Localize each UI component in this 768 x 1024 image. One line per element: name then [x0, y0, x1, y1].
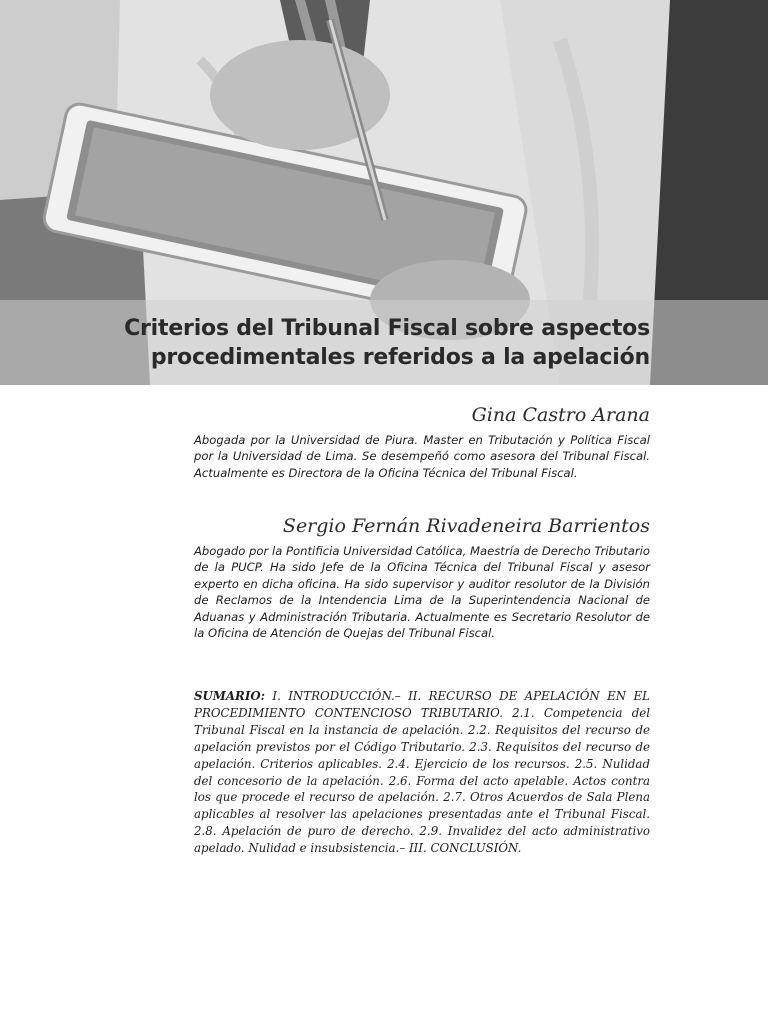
- summary-label: SUMARIO:: [194, 689, 265, 703]
- author-bio-2: Abogado por la Pontificia Universidad Católica, Maestría de Derecho Tributario de la PUCP. Ha sido Jefe de la Oficina Técnica del Tribunal Fiscal y asesor experto en dicha oficina. Ha sido supervisor y auditor resolutor de la División de Reclamos de la Intendencia Lima de la Superintendencia Nacional de Aduanas y Administración Tributaria. Actualmente es Secretario Resolutor de la Oficina de Atención de Quejas del Tribunal Fiscal.: [194, 544, 650, 641]
- author-name-2: Sergio Fernán Rivadeneira Barrientos: [282, 515, 650, 537]
- article-title-line-2: procedimentales referidos a la apelación: [150, 345, 650, 370]
- article-title-line-1: Criterios del Tribunal Fiscal sobre aspectos: [124, 316, 650, 341]
- article-summary: [194, 688, 650, 857]
- article-title: [90, 314, 650, 372]
- author-bio-1: Abogada por la Universidad de Piura. Master en Tributación y Política Fiscal por la Universidad de Lima. Se desempeñó como asesora del Tribunal Fiscal. Actualmente es Directora de la Oficina Técnica del Tribunal Fiscal.: [194, 433, 650, 480]
- header-photo: [0, 0, 768, 385]
- summary-text: I. INTRODUCCIÓN.– II. RECURSO DE APELACIÓN EN EL PROCEDIMIENTO CONTENCIOSO TRIBUTARIO. 2.1. Competencia del Tribunal Fiscal en la instancia de apelación. 2.2. Requisitos del recurso de apelación previstos por el Código Tributario. 2.3. Requisitos del recurso de apelación. Criterios aplicables. 2.4. Ejercicio de los recursos. 2.5. Nulidad del concesorio de la apelación. 2.6. Forma del acto apelable. Actos contra los que procede el recurso de apelación. 2.7. Otros Acuerdos de Sala Plena aplicables al resolver las apelaciones presentadas ante el Tribunal Fiscal. 2.8. Apelación de puro de derecho. 2.9. Invalidez del acto administrativo apelado. Nulidad e insubsistencia.– III. CONCLUSIÓN.: [194, 689, 650, 856]
- author-name-1: Gina Castro Arana: [471, 404, 650, 426]
